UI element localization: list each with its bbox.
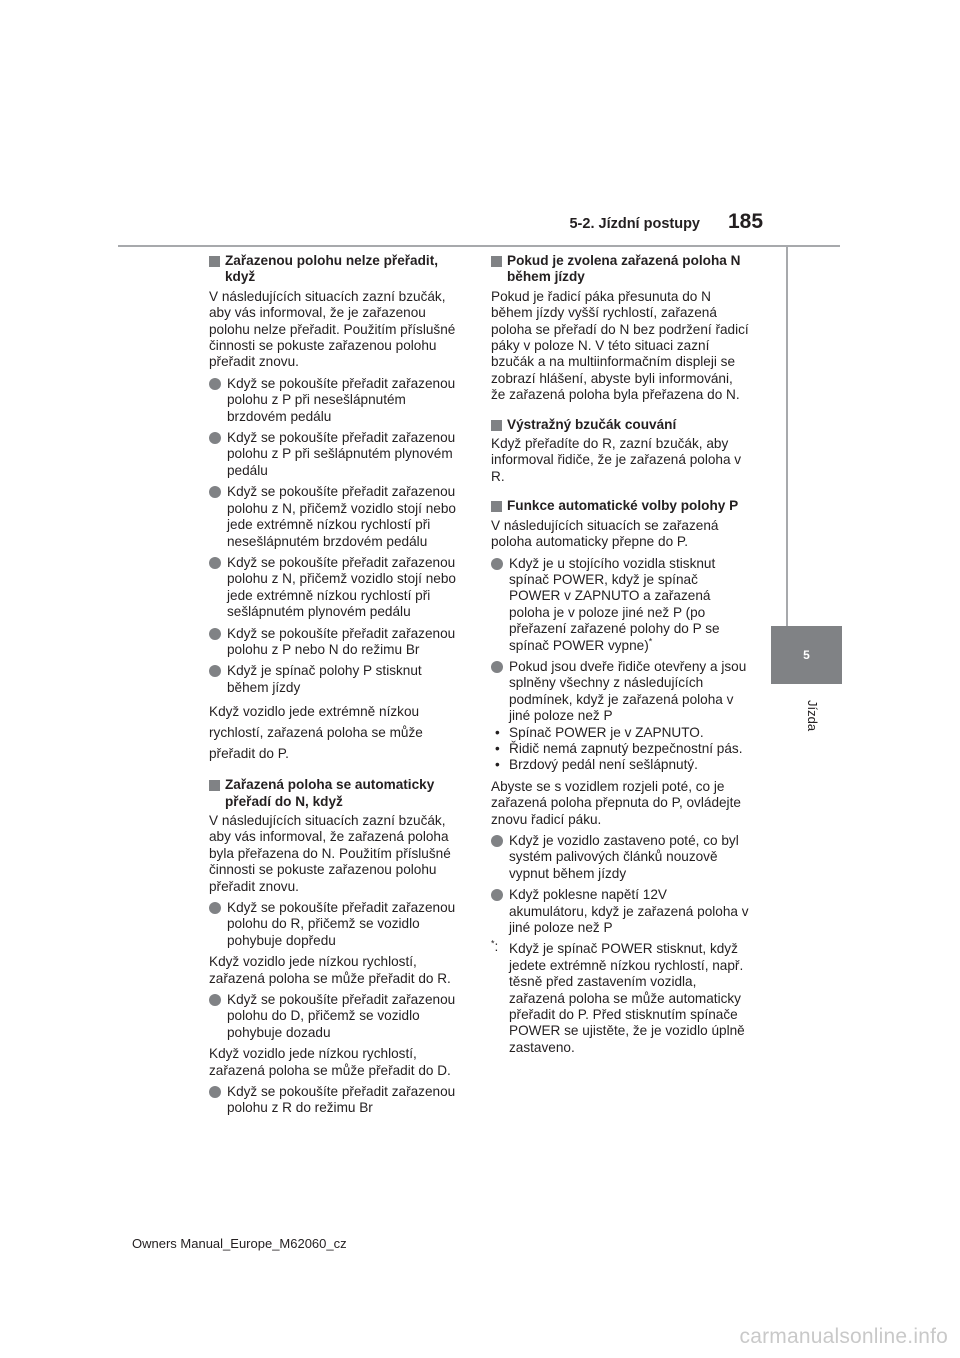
footnote-reference: * bbox=[648, 636, 653, 646]
list-item: Když se pokoušíte přeřadit zařazenou polohu z N, přičemž vozidlo stojí nebo jede extrémně nízkou rychlostí při nesešlápnutém brzdovém pedálu bbox=[209, 484, 467, 550]
list-item: Když se pokoušíte přeřadit zařazenou polohu z R do režimu Br bbox=[209, 1084, 467, 1117]
square-bullet-icon bbox=[209, 780, 220, 791]
footnote-mark: *: bbox=[491, 938, 499, 955]
paragraph: Když vozidlo jede nízkou rychlostí, zařazená poloha se může přeřadit do R. bbox=[209, 954, 451, 986]
sub-list-item: • Spínač POWER je v ZAPNUTO. bbox=[495, 724, 704, 740]
chapter-tab bbox=[771, 626, 842, 684]
list-item: Když se pokoušíte přeřadit zařazenou polohu z N, přičemž vozidlo stojí nebo jede extrémně nízkou rychlostí při sešlápnutém plynovém pedálu bbox=[209, 555, 467, 621]
circle-bullet-icon bbox=[491, 661, 503, 673]
circle-bullet-icon bbox=[209, 486, 221, 498]
list-item: Když se pokoušíte přeřadit zařazenou polohu z P nebo N do režimu Br bbox=[209, 626, 467, 659]
page-number: 185 bbox=[728, 210, 764, 233]
paragraph: Když vozidlo jede nízkou rychlostí, zařazená poloha se může přeřadit do D. bbox=[209, 1046, 451, 1078]
sub-list-item: • Brzdový pedál není sešlápnutý. bbox=[495, 757, 698, 773]
square-bullet-icon bbox=[491, 501, 502, 512]
list-item: Když poklesne napětí 12V akumulátoru, když je zařazená poloha v jiné poloze než P bbox=[491, 887, 749, 936]
list-item: Když je vozidlo zastaveno poté, co byl systém palivových článků nouzově vypnut během jízdy bbox=[491, 833, 749, 882]
circle-bullet-icon bbox=[209, 432, 221, 444]
right-column bbox=[491, 253, 749, 1056]
list-item: Když se pokoušíte přeřadit zařazenou polohu z P při sešlápnutém plynovém pedálu bbox=[209, 430, 467, 479]
paragraph: V následujících situacích se zařazená poloha automaticky přepne do P. bbox=[491, 517, 719, 550]
circle-bullet-icon bbox=[209, 628, 221, 640]
section-heading: Funkce automatické volby polohy P bbox=[491, 498, 749, 514]
circle-bullet-icon bbox=[491, 889, 503, 901]
paragraph: V následujících situacích zazní bzučák, aby vás informoval, že je zařazenou polohu nelze přeřadit. Použitím příslušné činnosti se pokuste zařazenou polohu přeřadit znovu. bbox=[209, 288, 456, 370]
section-heading: Zařazenou polohu nelze přeřadit, když bbox=[209, 253, 467, 286]
list-item: Pokud jsou dveře řidiče otevřeny a jsou splněny všechny z následujících podmínek, když je zařazená poloha v jiné poloze než P bbox=[491, 659, 749, 725]
footnote: *: Když je spínač POWER stisknut, když jedete extrémně nízkou rychlostí, např. těsně před zastavením vozidla, zařazená poloha se může automaticky přeřadit do P. Před stisknutím spínače POWER se ujistěte, že je vozidlo úplně zastaveno. bbox=[491, 938, 745, 1055]
square-bullet-icon bbox=[491, 256, 502, 267]
paragraph: V následujících situacích zazní bzučák, aby vás informoval, že zařazená poloha byla přeřazena do N. Použitím příslušné činnosti se pokuste zařazenou polohu přeřadit znovu. bbox=[209, 812, 451, 894]
circle-bullet-icon bbox=[209, 665, 221, 677]
circle-bullet-icon bbox=[209, 557, 221, 569]
list-item: Když se pokoušíte přeřadit zařazenou polohu do R, přičemž se vozidlo pohybuje dopředu bbox=[209, 900, 467, 949]
circle-bullet-icon bbox=[491, 558, 503, 570]
section-heading: Zařazená poloha se automaticky přeřadí do N, když bbox=[209, 777, 467, 810]
chapter-number: 5 bbox=[803, 648, 810, 662]
square-bullet-icon bbox=[209, 256, 220, 267]
circle-bullet-icon bbox=[491, 835, 503, 847]
list-item: Když je spínač polohy P stisknut během jízdy bbox=[209, 663, 467, 696]
paragraph: Pokud je řadicí páka přesunuta do N během jízdy vyšší rychlostí, zařazená poloha se přeřadí do N bez podržení řadicí páky v poloze N. V této situaci zazní bzučák a na multiinformačním displeji se zobrazí hlášení, abyste byli informováni, že zařazená poloha byla přeřazena do N. bbox=[491, 288, 749, 403]
list-item: Když se pokoušíte přeřadit zařazenou polohu z P při nesešlápnutém brzdovém pedálu bbox=[209, 376, 467, 425]
circle-bullet-icon bbox=[209, 902, 221, 914]
list-item: Když je u stojícího vozidla stisknut spínač POWER, když je spínač POWER v ZAPNUTO a zařazená poloha je v poloze jiné než P (po přeřazení zařazené polohy do P se spínač POWER vypne)* bbox=[491, 556, 749, 654]
section-title: 5-2. Jízdní postupy bbox=[569, 216, 700, 232]
watermark: carmanualsonline.info bbox=[739, 1325, 948, 1348]
square-bullet-icon bbox=[491, 420, 502, 431]
paragraph: Když vozidlo jede extrémně nízkou rychlostí, zařazená poloha se může přeřadit do P. bbox=[209, 704, 423, 762]
section-heading: Výstražný bzučák couvání bbox=[491, 417, 749, 433]
left-column bbox=[209, 253, 467, 1122]
side-divider bbox=[786, 246, 788, 626]
paragraph: Když přeřadíte do R, zazní bzučák, aby informoval řidiče, že je zařazená poloha v R. bbox=[491, 436, 742, 484]
list-item: Když se pokoušíte přeřadit zařazenou polohu do D, přičemž se vozidlo pohybuje dozadu bbox=[209, 992, 467, 1041]
circle-bullet-icon bbox=[209, 994, 221, 1006]
document-id: Owners Manual_Europe_M62060_cz bbox=[132, 1236, 347, 1251]
circle-bullet-icon bbox=[209, 378, 221, 390]
circle-bullet-icon bbox=[209, 1086, 221, 1098]
sub-list-item: • Řidič nemá zapnutý bezpečnostní pás. bbox=[495, 740, 743, 756]
header-divider bbox=[118, 245, 840, 247]
section-heading: Pokud je zvolena zařazená poloha N během jízdy bbox=[491, 253, 749, 286]
paragraph: Abyste se s vozidlem rozjeli poté, co je zařazená poloha přepnuta do P, ovládejte znovu řadicí páku. bbox=[491, 778, 741, 827]
chapter-label: Jízda bbox=[805, 700, 820, 732]
